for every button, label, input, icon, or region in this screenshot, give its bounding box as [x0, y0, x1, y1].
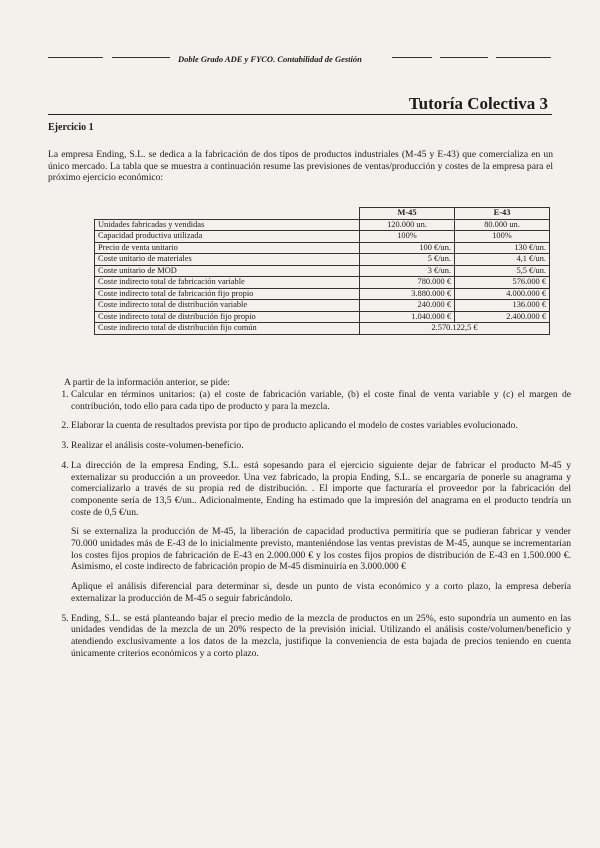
task-4-paragraph-2: Si se externaliza la producción de M-45, la liberación de capacidad productiva permitiría que se pudieran fabricar y vender 70.000 unidades más de E-43 de lo inicialmente previsto, manteniéndose las ventas previstas de M-45, aunque se incrementarían los costes fijos propios de fabricación de E-43 en 2.000.000 € y los costes fijos propios de distribución de E-43 en 1.500.000 €. Asimismo, el coste indirecto de fabricación propio de M-45 disminuiría en 3.000.000 €	[71, 526, 571, 573]
task-list	[52, 389, 571, 667]
task-item-5: 5. Ending, S.L. se está planteando bajar el precio medio de la mezcla de productos en un 25%, esto supondría un aumento en las unidades vendidas de la mezcla de un 20% respecto de la previsión inicial. Utilizando el análisis coste/volumen/beneficio y atendiendo exclusivamente a los datos de la mezcla, justifique la conveniencia de esta bajada de precios teniendo en cuenta únicamente criterios económicos y a corto plazo.	[71, 613, 571, 660]
cell-m45: 1.040.000 €	[360, 311, 455, 323]
task-4-paragraph-1: 4. La dirección de la empresa Ending, S.L. está sopesando para el ejercicio siguiente dejar de fabricar el producto M-45 y externalizar su producción a un proveedor. Una vez fabricado, la propia Ending, S.L. se encargaría de ponerle su anagrama y comercializarlo a través de su propia red de distribución. . El importe que facturaría el proveedor por la fabricación del componente sería de 13,5 €/un.. Adicionalmente, Ending ha estimado que la impresión del anagrama en el producto tendría un coste de 0,5 €/un.	[71, 459, 571, 518]
row-label: Coste unitario de materiales	[95, 254, 360, 266]
header-rule-left	[48, 57, 103, 58]
table-row	[95, 311, 550, 323]
cell-e43: 80.000 un.	[455, 219, 550, 231]
cell-e43: 2.400.000 €	[455, 311, 550, 323]
cell-e43: 136.000 €	[455, 300, 550, 312]
cell-common: 2.570.122,5 €	[360, 323, 550, 335]
row-label: Coste indirecto total de distribución fijo común	[95, 323, 360, 335]
header-rule-r1	[392, 57, 432, 58]
cell-e43: 100%	[455, 231, 550, 243]
row-label: Unidades fabricadas y vendidas	[95, 219, 360, 231]
table-header-row	[95, 208, 550, 220]
header-rule-r2	[440, 57, 488, 58]
cell-m45: 3 €/un.	[360, 265, 455, 277]
table-row	[95, 288, 550, 300]
task-item-1: 1. Calcular en términos unitarios: (a) el coste de fabricación variable, (b) el coste final de venta variable y (c) el margen de contribución, todo ello para cada tipo de producto y para la mezcla.	[71, 389, 571, 412]
row-label: Coste indirecto total de distribución fijo propio	[95, 311, 360, 323]
row-label: Coste indirecto total de fabricación fijo propio	[95, 288, 360, 300]
title-rule	[48, 114, 552, 115]
page-title: Tutoría Colectiva 3	[408, 94, 548, 113]
task-item-2: 2. Elaborar la cuenta de resultados prevista por tipo de producto aplicando el modelo de costes variables evolucionado.	[71, 420, 571, 432]
exercise-heading: Ejercicio 1	[48, 122, 94, 133]
task-item-4	[71, 460, 571, 605]
cell-e43: 5,5 €/un.	[455, 265, 550, 277]
table-row	[95, 300, 550, 312]
row-label: Precio de venta unitario	[95, 242, 360, 254]
table-row	[95, 242, 550, 254]
row-label: Capacidad productiva utilizada	[95, 231, 360, 243]
header-rule-mid	[112, 57, 170, 58]
table-row	[95, 277, 550, 289]
cell-m45: 5 €/un.	[360, 254, 455, 266]
cell-m45: 100 €/un.	[360, 242, 455, 254]
cell-e43: 4.000.000 €	[455, 288, 550, 300]
table-row	[95, 265, 550, 277]
cell-m45: 240.000 €	[360, 300, 455, 312]
cell-m45: 120.000 un.	[360, 219, 455, 231]
column-header: E-43	[455, 208, 550, 220]
cell-m45: 100%	[360, 231, 455, 243]
cell-e43: 576.000 €	[455, 277, 550, 289]
table-row	[95, 254, 550, 266]
table-row	[95, 231, 550, 243]
cell-m45: 780.000 €	[360, 277, 455, 289]
header-rule-r3	[496, 57, 551, 58]
cell-e43: 4,1 €/un.	[455, 254, 550, 266]
table-header-blank	[95, 208, 360, 220]
column-header: M-45	[360, 208, 455, 220]
cell-e43: 130 €/un.	[455, 242, 550, 254]
cell-m45: 3.880.000 €	[360, 288, 455, 300]
row-label: Coste indirecto total de fabricación variable	[95, 277, 360, 289]
task-4-paragraph-3: Aplique el análisis diferencial para determinar si, desde un punto de vista económico y a corto plazo, la empresa debería externalizar la producción de M-45 o seguir fabricándolo.	[71, 581, 571, 604]
intro-paragraph: La empresa Ending, S.L. se dedica a la fabricación de dos tipos de productos industriales (M-45 y E-43) que comercializa en un único mercado. La tabla que se muestra a continuación resume las previsiones de ventas/producción y costes de la empresa para el próximo ejercicio económico:	[48, 149, 553, 184]
row-label: Coste indirecto total de distribución variable	[95, 300, 360, 312]
row-label: Coste unitario de MOD	[95, 265, 360, 277]
table-row	[95, 219, 550, 231]
task-item-3: 3. Realizar el análisis coste-volumen-beneficio.	[71, 440, 571, 452]
course-header: Doble Grado ADE y FYCO. Contabilidad de Gestión	[178, 54, 362, 64]
question-lead: A partir de la información anterior, se pide:	[64, 377, 230, 388]
table-row-common	[95, 323, 550, 335]
forecast-table	[94, 207, 550, 335]
